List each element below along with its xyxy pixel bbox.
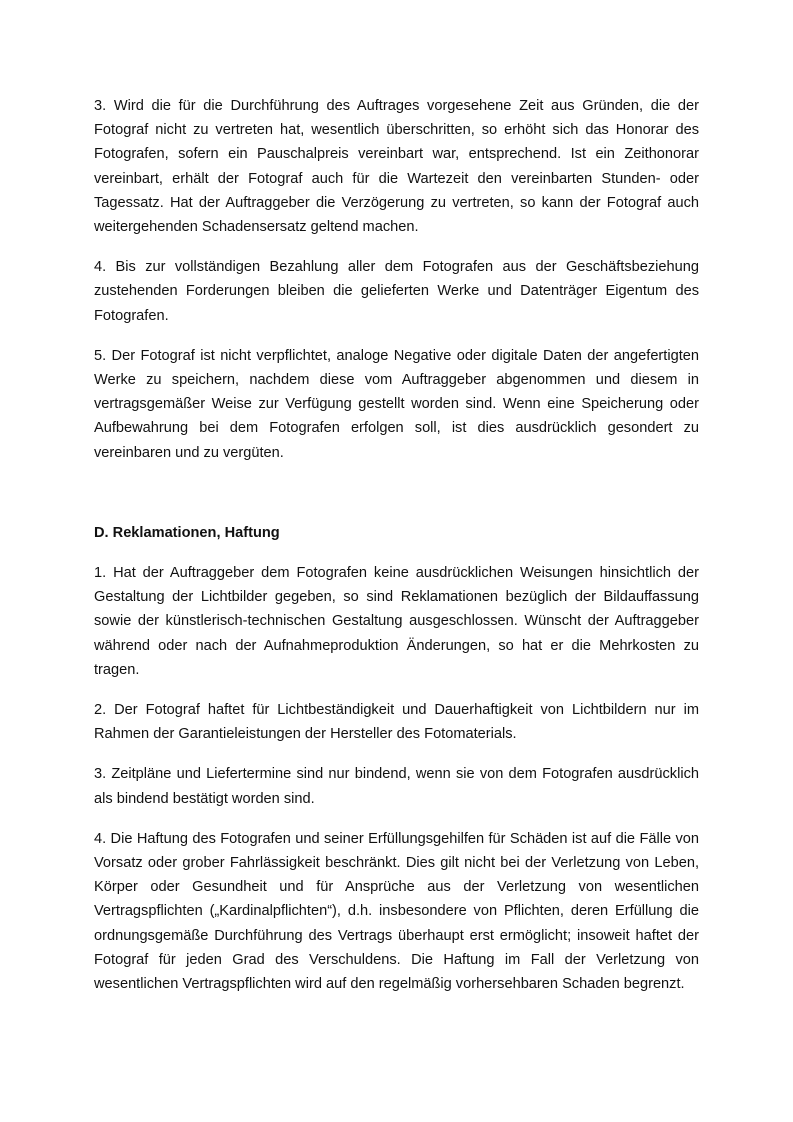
- paragraph-d3: 3. Zeitpläne und Liefertermine sind nur bindend, wenn sie von dem Fotografen ausdrücklich als bindend bestätigt worden sind.: [94, 766, 699, 807]
- document-page: [94, 94, 699, 1012]
- section-heading-d: D. Reklamationen, Haftung: [94, 524, 280, 541]
- paragraph-c4: 4. Bis zur vollständigen Bezahlung aller dem Fotografen aus der Geschäftsbeziehung zustehenden Forderungen bleiben die gelieferten Werke und Datenträger Eigentum des Fotografen.: [94, 259, 699, 324]
- paragraph-d1: 1. Hat der Auftraggeber dem Fotografen keine ausdrücklichen Weisungen hinsichtlich der Gestaltung der Lichtbilder gegeben, so sind Reklamationen bezüglich der Bildauffassung sowie der künstlerisch-technischen Gestaltung ausgeschlossen. Wünscht der Auftraggeber während oder nach der Aufnahmeproduktion Änderungen, so hat er die Mehrkosten zu tragen.: [94, 565, 699, 678]
- paragraph-c5: 5. Der Fotograf ist nicht verpflichtet, analoge Negative oder digitale Daten der angefertigten Werke zu speichern, nachdem diese vom Auftraggeber abgenommen und diesem in vertragsgemäßer Weise zur Verfügung gestellt worden sind. Wenn eine Speicherung oder Aufbewahrung bei dem Fotografen erfolgen soll, ist dies ausdrücklich gesondert zu vereinbaren und zu vergüten.: [94, 347, 699, 461]
- paragraph-c3: 3. Wird die für die Durchführung des Auftrages vorgesehene Zeit aus Gründen, die der Fotograf nicht zu vertreten hat, wesentlich überschritten, so erhöht sich das Honorar des Fotografen, sofern ein Pauschalpreis vereinbart war, entsprechend. Ist ein Zeithonorar vereinbart, erhält der Fotograf auch für die Wartezeit den vereinbarten Stunden- oder Tagessatz. Hat der Auftraggeber die Verzögerung zu vertreten, so kann der Fotograf auch weitergehenden Schadensersatz geltend machen.: [94, 98, 699, 236]
- paragraph-d2: 2. Der Fotograf haftet für Lichtbeständigkeit und Dauerhaftigkeit von Lichtbildern nur im Rahmen der Garantieleistungen der Hersteller des Fotomaterials.: [94, 702, 699, 743]
- paragraph-d4: 4. Die Haftung des Fotografen und seiner Erfüllungsgehilfen für Schäden ist auf die Fälle von Vorsatz oder grober Fahrlässigkeit beschränkt. Dies gilt nicht bei der Verletzung von Leben, Körper oder Gesundheit und für Ansprüche aus der Verletzung von wesentlichen Vertragspflichten („Kardinalpflichten“), d.h. insbesondere von Pflichten, deren Erfüllung die ordnungsgemäße Durchführung des Vertrags überhaupt erst ermöglicht; insoweit haftet der Fotograf für jeden Grad des Verschuldens. Die Haftung im Fall der Verletzung von wesentlichen Vertragspflichten wird auf den regelmäßig vorhersehbaren Schaden begrenzt.: [94, 830, 699, 993]
